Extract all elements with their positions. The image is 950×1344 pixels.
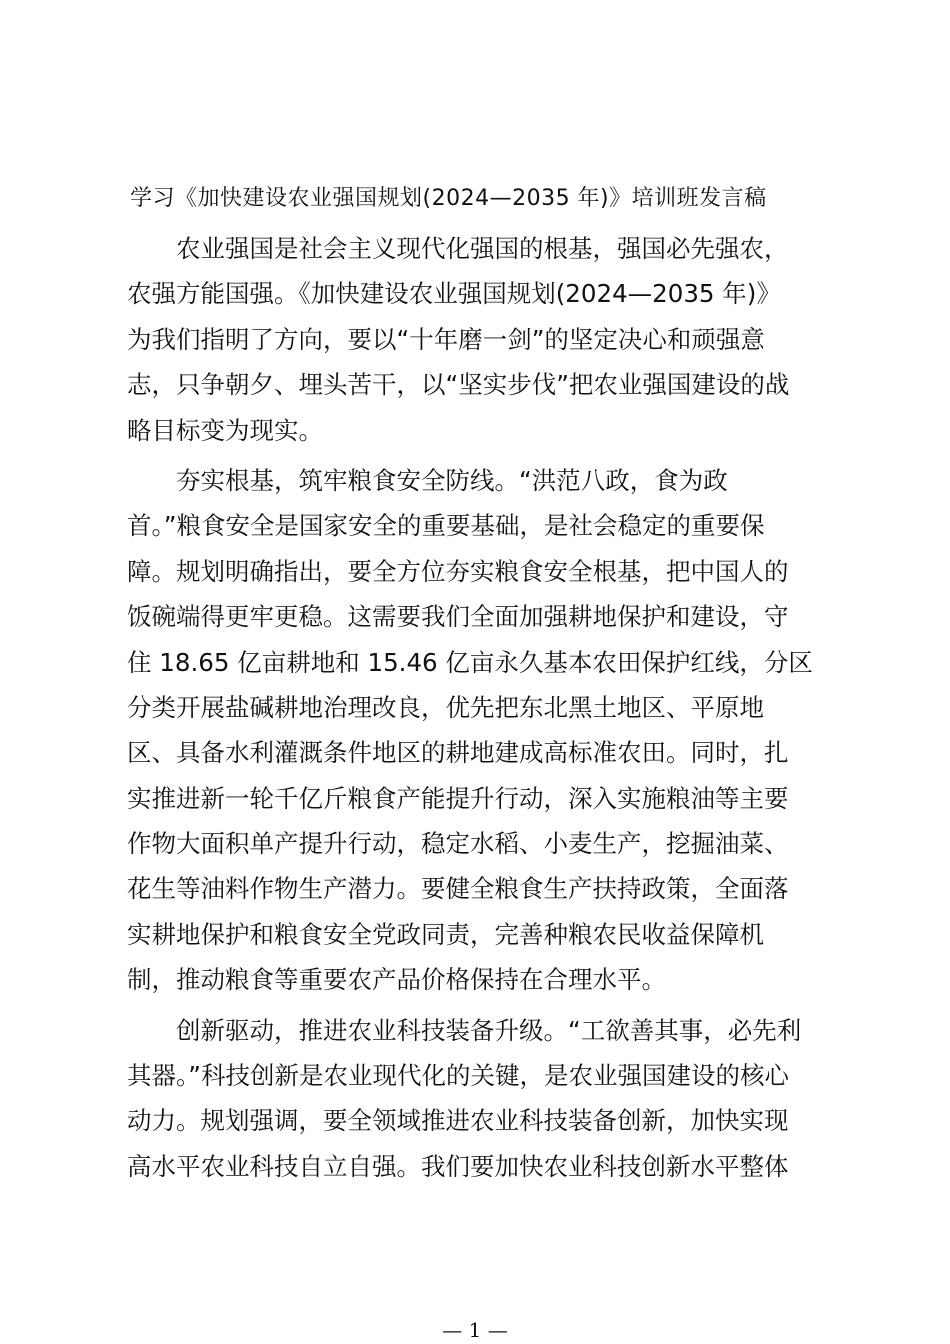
body-line: 实推进新一轮千亿斤粮食产能提升行动，深入实施粮油等主要 (127, 783, 789, 813)
body-line: 区、具备水利灌溉条件地区的耕地建成高标准农田。同时，扎 (127, 738, 789, 768)
body-line: 为我们指明了方向，要以“十年磨一剑”的坚定决心和顽强意 (127, 324, 765, 354)
body-line: 首。”粮食安全是国家安全的重要基础，是社会稳定的重要保 (127, 511, 765, 541)
body-line: 其器。”科技创新是农业现代化的关键，是农业强国建设的核心 (127, 1061, 789, 1091)
body-line: 障。规划明确指出，要全方位夯实粮食安全根基，把中国人的 (127, 556, 789, 586)
body-line: 志，只争朝夕、埋头苦干，以“坚实步伐”把农业强国建设的战 (127, 370, 790, 400)
body-line: 创新驱动，推进农业科技装备升级。“工欲善其事，必先利 (127, 1015, 802, 1045)
body-line: 分类开展盐碱耕地治理改良，优先把东北黑土地区、平原地 (127, 692, 764, 722)
body-line: 高水平农业科技自立自强。我们要加快农业科技创新水平整体 (127, 1151, 789, 1181)
body-line: 住 18.65 亿亩耕地和 15.46 亿亩永久基本农田保护红线，分区 (127, 647, 813, 677)
body-line: 动力。规划强调，要全领域推进农业科技装备创新，加快实现 (127, 1106, 789, 1136)
body-line: 饭碗端得更牢更稳。这需要我们全面加强耕地保护和建设，守 (127, 602, 789, 632)
body-line: 农强方能国强。《加快建设农业强国规划(2024—2035 年)》 (127, 279, 781, 309)
body-line: 制，推动粮食等重要农产品价格保持在合理水平。 (127, 965, 666, 995)
body-line: 夯实根基，筑牢粮食安全防线。“洪范八政，食为政 (127, 465, 728, 495)
document-title: 学习《加快建设农业强国规划(2024—2035 年)》培训班发言稿 (130, 186, 767, 211)
body-line: 略目标变为现实。 (127, 415, 323, 445)
body-line: 农业强国是社会主义现代化强国的根基，强国必先强农， (127, 234, 789, 263)
body-line: 作物大面积单产提升行动，稳定水稻、小麦生产，挖掘油菜、 (127, 829, 789, 859)
body-line: 实耕地保护和粮食安全党政同责，完善种粮农民收益保障机 (127, 919, 764, 949)
document-body (127, 226, 835, 1189)
body-line: 花生等油料作物生产潜力。要健全粮食生产扶持政策，全面落 (127, 874, 789, 904)
page-number: — 1 — (442, 1318, 508, 1342)
